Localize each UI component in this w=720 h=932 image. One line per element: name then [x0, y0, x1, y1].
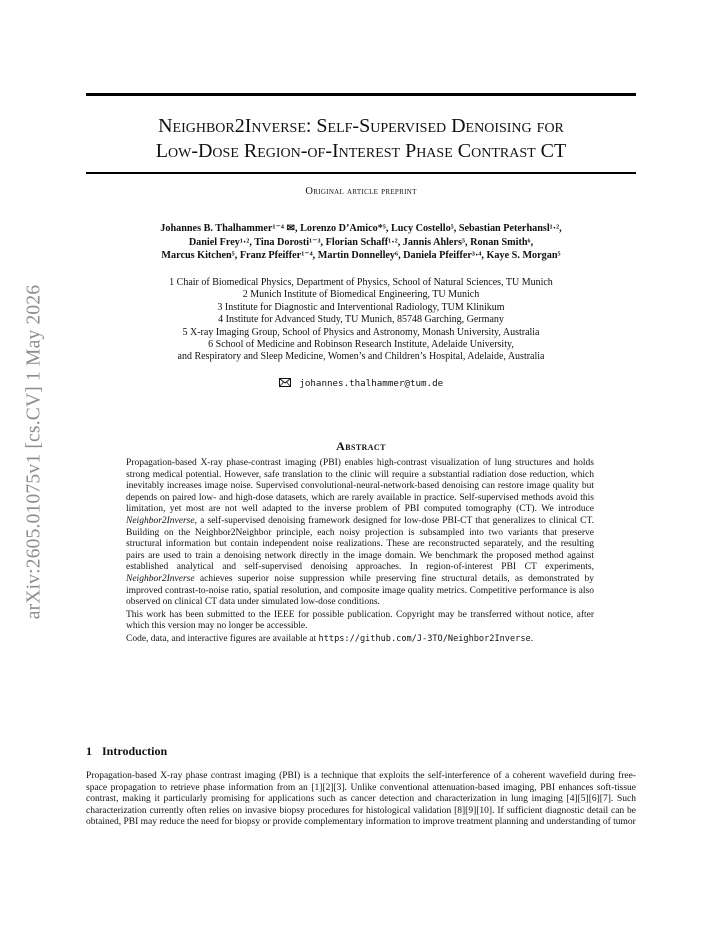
author-line-2: Daniel Frey¹·², Tina Dorosti¹⁻³, Florian Schaff¹·², Jannis Ahlers⁵, Ronan Smith⁶, — [188, 236, 534, 248]
arxiv-sidebar-stamp — [12, 262, 56, 642]
paper-title — [86, 114, 636, 164]
abstract-heading: Abstract — [336, 439, 386, 453]
section-title: Introduction — [102, 744, 168, 758]
section-number: 1 — [86, 744, 92, 758]
preprint-label: Original article preprint — [305, 186, 417, 197]
arxiv-identifier: arXiv:2605.01075v1 [cs.CV] 1 May 2026 — [23, 284, 44, 620]
method-name: Neighbor2Inverse — [126, 573, 195, 584]
abstract-body — [126, 458, 594, 646]
affiliation-3: 3 Institute for Diagnostic and Interventional Radiology, TUM Klinikum — [217, 301, 505, 313]
affiliation-6-cont: and Respiratory and Sleep Medicine, Women’s and Children’s Hospital, Adelaide, Australia — [177, 351, 545, 363]
title-bottom-rule — [86, 172, 636, 174]
section-heading-introduction — [86, 744, 167, 759]
author-line-1: Johannes B. Thalhammer¹⁻⁴ ✉, Lorenzo D’Amico*⁵, Lucy Costello⁵, Sebastian Peterhansl¹·², — [160, 223, 562, 234]
title-top-rule — [86, 93, 636, 96]
email-link[interactable]: johannes.thalhammer@tum.de — [299, 378, 444, 389]
affiliation-4: 4 Institute for Advanced Study, TU Munich, 85748 Garching, Germany — [218, 314, 504, 326]
affiliation-6: 6 School of Medicine and Robinson Research Institute, Adelaide University, — [208, 339, 514, 351]
envelope-icon — [279, 378, 291, 390]
title-line-1: Neighbor2Inverse: Self-Supervised Denoising for — [158, 115, 564, 137]
author-list — [86, 222, 636, 263]
affiliation-1: 1 Chair of Biomedical Physics, Department of Physics, School of Natural Sciences, TU Munich — [169, 277, 553, 288]
github-link[interactable]: https://github.com/J-3TO/Neighbor2Inverse — [318, 633, 531, 644]
contact-email-line — [86, 378, 636, 390]
introduction-paragraph: Propagation-based X-ray phase contrast imaging (PBI) is a technique that exploits the self-interference of a coherent wavefield during free-space propagation to retrieve phase information from an [1][2][3]. Unlike conventional attenuation-based imaging, PBI enhances soft-tissue contrast, making it particularly promising for applications such as cancer detection and characterization in lung imaging [4][5][6][7]. Such characterization currently often relies on invasive biopsy procedures for histological validation [8][9][10]. If sufficient diagnostic detail can be obtained, PBI may reduce the need for biopsy or provide complementary information to improve treatment planning and understanding of tumor — [86, 771, 636, 828]
author-line-3: Marcus Kitchen⁵, Franz Pfeiffer¹⁻⁴, Martin Donnelley⁶, Daniela Pfeiffer³·⁴, Kaye S. Morgan⁵ — [161, 250, 561, 262]
abstract-paragraph: Propagation-based X-ray phase-contrast imaging (PBI) enables high-contrast visualization of lung structures and holds strong medical potential. However, safe translation to the clinic will require a substantial radiation dose reduction, which inevitably increases image noise. Supervised convolutional-neural-network-based denoising can restore image quality but depends on paired low- and high-dose datasets, which are rarely available in practice. Self-supervised methods avoid this limitation, yet most are not well adapted to the inverse problem of PBI computed tomography (CT). We introduce Neighbor2Inverse, a self-supervised denoising framework designed for low-dose PBI-CT that generalizes to clinical CT. Building on the Neighbor2Neighbor principle, each noisy projection is subsampled into two variants that preserve structural information but contain independent noise realizations. These are reconstructed separately, and the resulting pairs are used to train a denoising network directly in the image domain. We benchmark the proposed method against established analytical and self-supervised denoising approaches. In region-of-interest PBI CT experiments, Neighbor2Inverse achieves superior noise suppression while preserving fine structural details, as demonstrated by improved contrast-to-noise ratio, spatial resolution, and composite image quality metrics. Competitive performance is also observed on clinical CT data under simulated low-dose conditions. — [126, 458, 594, 608]
code-availability: Code, data, and interactive figures are available at https://github.com/J-3TO/Neighbor2Inverse. — [126, 633, 534, 644]
copyright-notice: This work has been submitted to the IEEE for possible publication. Copyright may be transferred without notice, after which this version may no longer be accessible. — [126, 609, 594, 632]
title-line-2: Low-Dose Region-of-Interest Phase Contrast CT — [155, 140, 567, 162]
affiliation-5: 5 X-ray Imaging Group, School of Physics and Astronomy, Monash University, Australia — [182, 326, 540, 338]
affiliation-2: 2 Munich Institute of Biomedical Engineering, TU Munich — [242, 289, 480, 301]
method-name: Neighbor2Inverse — [126, 515, 195, 526]
affiliation-list — [86, 277, 636, 364]
introduction-body — [86, 771, 636, 829]
